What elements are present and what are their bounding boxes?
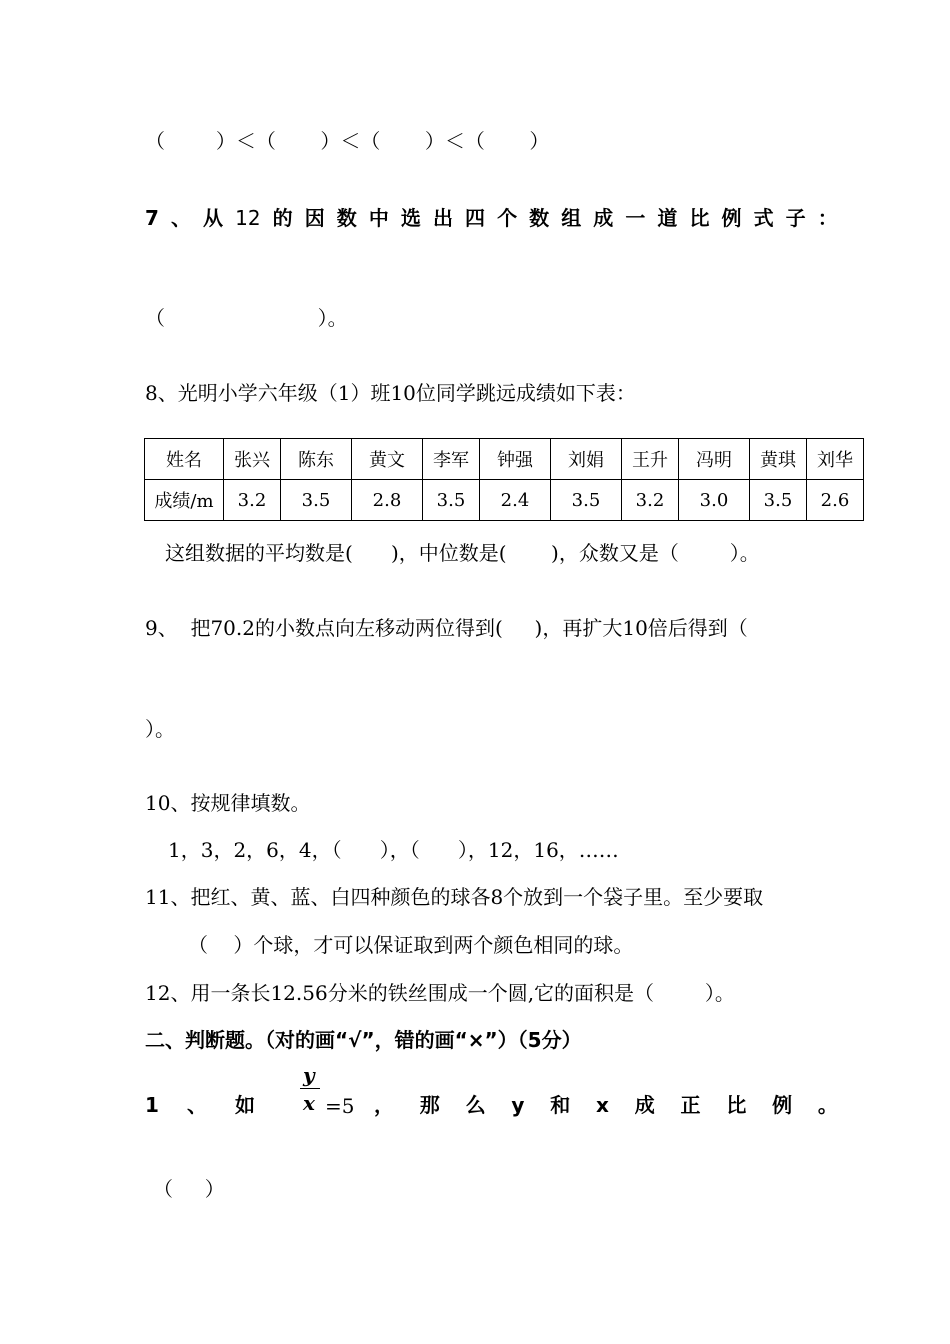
table-cell-score: 3.2 xyxy=(622,480,679,521)
j1-word: 如 xyxy=(234,1093,255,1117)
table-row-names xyxy=(145,439,864,480)
q7-answer-blank: （ ）。 xyxy=(145,306,348,330)
q7-word: 道 xyxy=(657,206,678,230)
fraction-denominator: x xyxy=(303,1091,315,1115)
q7-word: 从 xyxy=(203,206,224,230)
table-cell-score: 2.4 xyxy=(480,480,551,521)
table-cell-score: 3.5 xyxy=(551,480,622,521)
q7-word: 因 xyxy=(304,206,325,230)
table-cell-name: 张兴 xyxy=(224,439,281,480)
table-cell-name: 黄文 xyxy=(352,439,423,480)
table-cell-name: 王升 xyxy=(622,439,679,480)
j1-word: ， xyxy=(374,1093,394,1117)
fraction-bar xyxy=(300,1088,320,1089)
q7-word: 出 xyxy=(432,206,453,230)
q7-word: 数 xyxy=(529,206,550,230)
j1-word: y xyxy=(511,1093,525,1117)
q7-word: 成 xyxy=(593,206,614,230)
q7-word: 式 xyxy=(753,206,774,230)
table-cell-score: 3.5 xyxy=(750,480,807,521)
q7-word: 比 xyxy=(689,206,710,230)
q7-word: 12 xyxy=(235,206,261,230)
table-header-name: 姓名 xyxy=(145,439,224,480)
j1-word: 那 xyxy=(419,1093,440,1117)
table-cell-name: 黄琪 xyxy=(750,439,807,480)
q7-word: 一 xyxy=(625,206,646,230)
q7-word: 数 xyxy=(336,206,357,230)
q10-prompt: 10、按规律填数。 xyxy=(145,791,311,815)
q7-word: 7 xyxy=(145,206,159,230)
table-cell-score: 3.5 xyxy=(423,480,480,521)
table-cell-score: 2.8 xyxy=(352,480,423,521)
q7-word: 的 xyxy=(272,206,293,230)
j1-word: 。 xyxy=(817,1093,838,1117)
j1-word: 比 xyxy=(726,1093,747,1117)
j1-word: 正 xyxy=(680,1093,701,1117)
j1-word: 1 xyxy=(145,1093,159,1117)
q7-word: 子 xyxy=(785,206,806,230)
q6-ordering-blanks: （ ）＜（ ）＜（ ）＜（ ） xyxy=(145,129,550,153)
j1-word: 成 xyxy=(634,1093,655,1117)
j1-question-end xyxy=(374,1092,838,1118)
q8-prompt: 8、光明小学六年级（1）班10位同学跳远成绩如下表： xyxy=(145,381,636,405)
table-cell-score: 2.6 xyxy=(807,480,864,521)
j1-equation: =5 xyxy=(325,1094,355,1118)
table-row-scores xyxy=(145,480,864,521)
q9-line1: 9、 把70.2的小数点向左移动两位得到( )，再扩大10倍后得到（ xyxy=(145,616,748,640)
q7-word: 例 xyxy=(721,206,742,230)
long-jump-table xyxy=(144,438,864,521)
table-cell-name: 刘娟 xyxy=(551,439,622,480)
q7-word: 个 xyxy=(497,206,518,230)
j1-word: 、 xyxy=(186,1093,207,1117)
q7-word: 组 xyxy=(561,206,582,230)
j1-question-start xyxy=(145,1092,255,1118)
q9-line2: ）。 xyxy=(145,717,175,741)
j1-word: 么 xyxy=(465,1093,486,1117)
j1-word: 和 xyxy=(550,1093,571,1117)
table-cell-name: 刘华 xyxy=(807,439,864,480)
j1-word: x xyxy=(596,1093,609,1117)
q7-word: ： xyxy=(817,206,838,230)
q11-line1: 11、把红、黄、蓝、白四种颜色的球各8个放到一个袋子里。至少要取 xyxy=(145,885,764,909)
table-cell-name: 钟强 xyxy=(480,439,551,480)
q7-word: 选 xyxy=(400,206,421,230)
table-cell-score: 3.5 xyxy=(281,480,352,521)
table-cell-name: 陈东 xyxy=(281,439,352,480)
j1-word: 例 xyxy=(772,1093,793,1117)
q7-word: 四 xyxy=(465,206,485,230)
q11-line2: （ ）个球，才可以保证取到两个颜色相同的球。 xyxy=(188,933,634,957)
q7-word: 、 xyxy=(170,206,191,230)
q7-word: 中 xyxy=(368,206,389,230)
fraction-numerator: y xyxy=(303,1063,315,1087)
table-cell-score: 3.2 xyxy=(224,480,281,521)
table-cell-name: 李军 xyxy=(423,439,480,480)
q8-followup: 这组数据的平均数是( )，中位数是( )，众数又是（ ）。 xyxy=(165,541,760,565)
q12-text: 12、用一条长12.56分米的铁丝围成一个圆,它的面积是（ ）。 xyxy=(145,981,735,1005)
section2-heading: 二、判断题。（对的画“√”，错的画“×”）（5分） xyxy=(145,1028,582,1052)
table-cell-name: 冯明 xyxy=(679,439,750,480)
q10-sequence: 1，3，2，6，4，（ ），（ ），12，16，…… xyxy=(168,838,619,862)
j1-answer-blank: （ ） xyxy=(153,1177,225,1201)
q7-question xyxy=(145,205,838,231)
table-cell-score: 3.0 xyxy=(679,480,750,521)
table-header-score: 成绩/m xyxy=(145,480,224,521)
